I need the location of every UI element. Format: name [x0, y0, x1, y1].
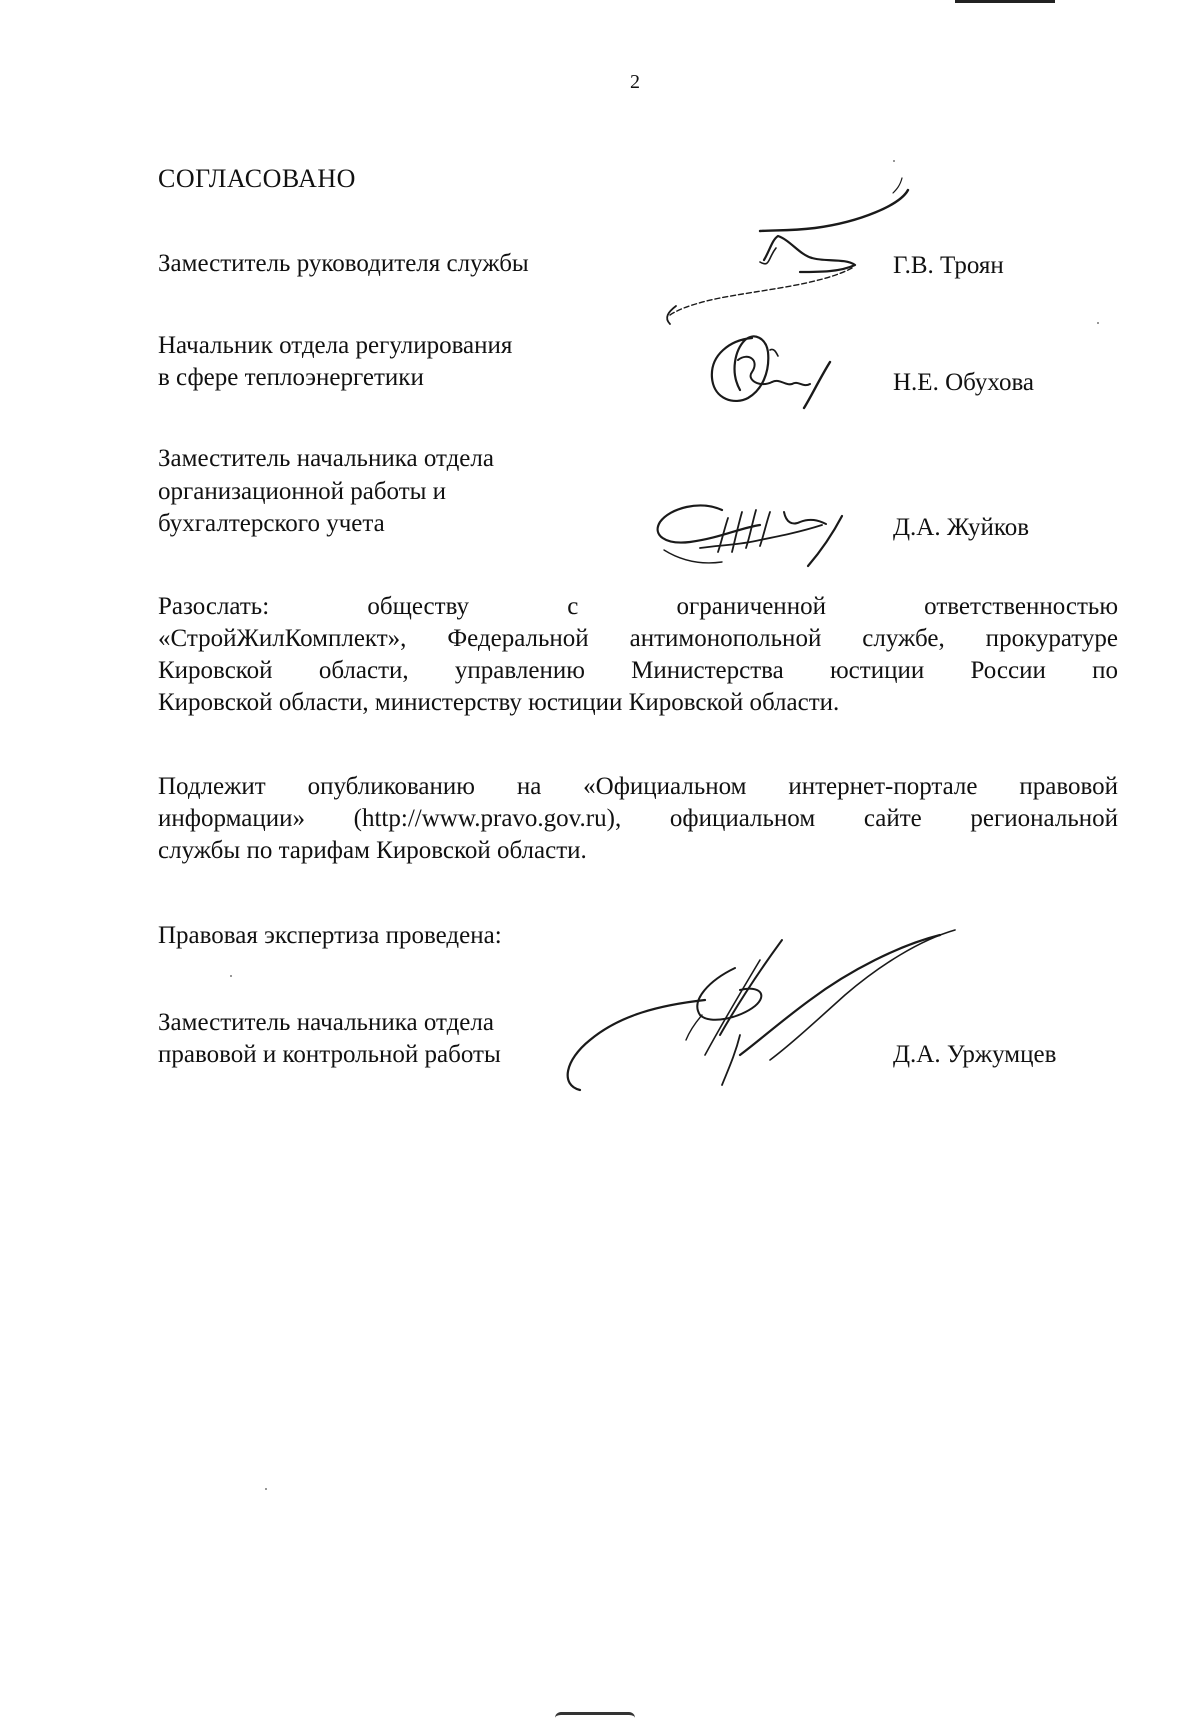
signatory-3-title-line-3: бухгалтерского учета [158, 510, 385, 537]
signatory-1-title: Заместитель руководителя службы [158, 250, 529, 277]
publication-paragraph [158, 771, 1118, 867]
publication-line: Подлежит опубликованию на «Официальном интернет-портале правовой [158, 773, 1118, 800]
distribution-line: Кировской области, министерству юстиции Кировской области. [158, 689, 840, 716]
signature-zhuykov-icon [658, 506, 842, 566]
signatory-2-title-line-1: Начальник отдела регулирования [158, 332, 513, 359]
distribution-paragraph [158, 591, 1118, 719]
scan-speck [230, 975, 232, 977]
distribution-line: Кировской области, управлению Министерства юстиции России по [158, 657, 1118, 684]
distribution-line: Разослать: обществу с ограниченной ответственностью [158, 593, 1118, 620]
page-bottom-fragment [555, 1712, 635, 1721]
signature-troyan-icon [667, 178, 908, 324]
scan-speck [893, 160, 895, 162]
signature-obukhova-icon [712, 336, 830, 408]
signatory-3-title-line-1: Заместитель начальника отдела [158, 445, 494, 472]
page-number: 2 [630, 71, 640, 93]
legal-review-heading: Правовая экспертиза проведена: [158, 922, 502, 949]
scan-speck [1097, 322, 1099, 324]
scan-speck [265, 1488, 267, 1490]
signatory-1-name: Г.В. Троян [893, 252, 1004, 279]
signatory-2-title-line-2: в сфере теплоэнергетики [158, 364, 424, 391]
distribution-line: «СтройЖилКомплект», Федеральной антимонопольной службе, прокуратуре [158, 625, 1118, 652]
scan-edge-mark [955, 0, 1055, 3]
approval-heading: СОГЛАСОВАНО [158, 164, 356, 193]
signatory-3-title-line-2: организационной работы и [158, 478, 447, 505]
legal-review-title-line-1: Заместитель начальника отдела [158, 1009, 494, 1036]
legal-review-title-line-2: правовой и контрольной работы [158, 1041, 501, 1068]
publication-line: информации» (http://www.pravo.gov.ru), официальном сайте региональной [158, 805, 1118, 832]
signatory-3-name: Д.А. Жуйков [893, 514, 1030, 541]
publication-line: службы по тарифам Кировской области. [158, 837, 587, 864]
legal-review-name: Д.А. Уржумцев [893, 1041, 1057, 1068]
signatory-2-name: Н.Е. Обухова [893, 369, 1035, 396]
